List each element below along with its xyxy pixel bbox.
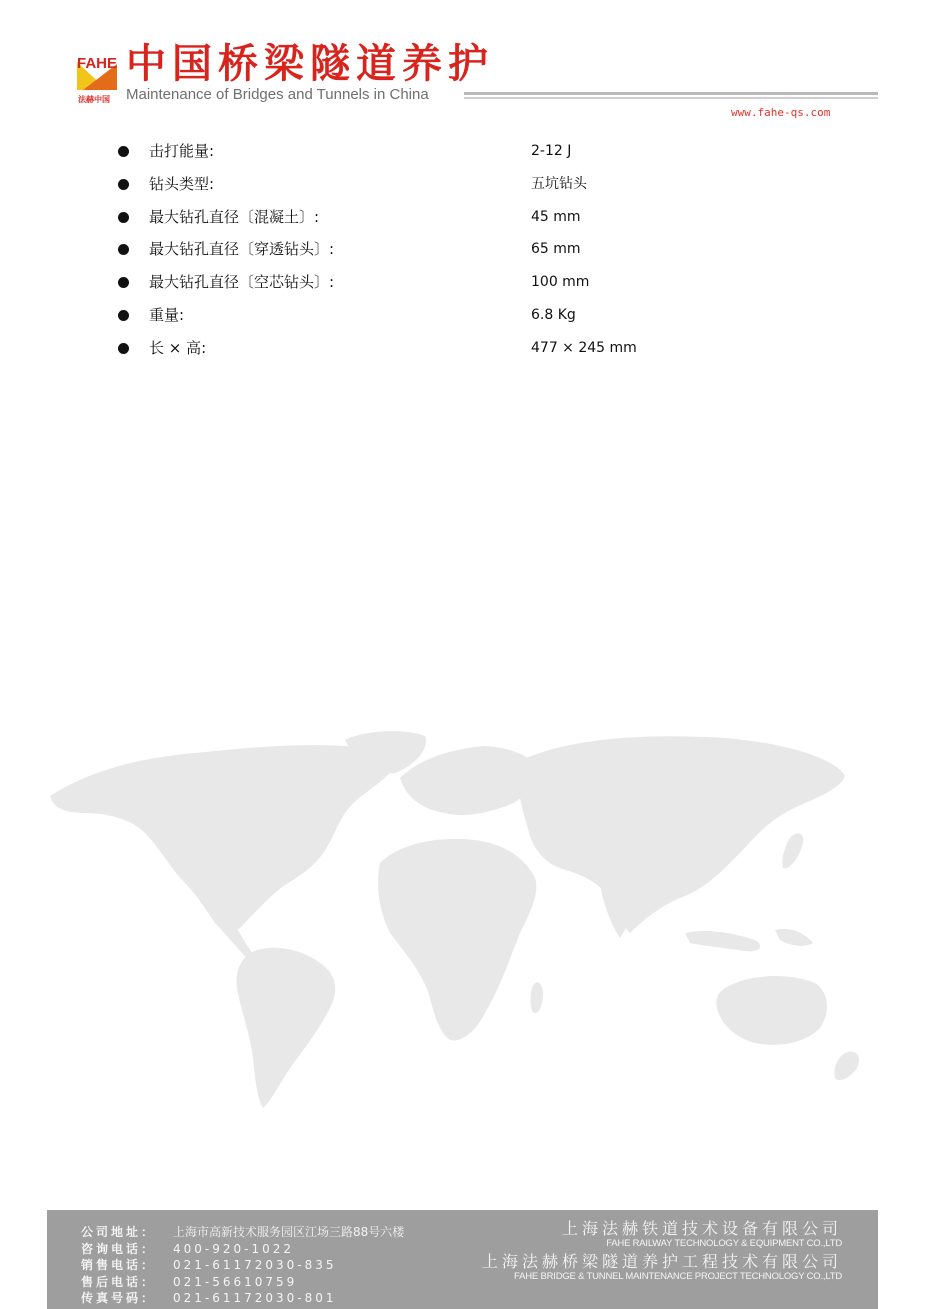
page-title-en: Maintenance of Bridges and Tunnels in China (126, 86, 429, 103)
header-rule (464, 92, 878, 95)
contact-key: 咨询电话： (81, 1241, 157, 1256)
footer-bar (47, 1210, 878, 1309)
spec-row (114, 204, 814, 237)
contact-line (81, 1257, 404, 1274)
company2-name-zh: 上海法赫桥梁隧道养护工程技术有限公司 (481, 1252, 842, 1271)
bullet-icon (118, 146, 129, 157)
spec-row (114, 269, 814, 302)
bullet-icon (118, 212, 129, 223)
contact-value: 上海市高新技术服务园区江场三路88号六楼 (173, 1225, 405, 1239)
contact-line (81, 1224, 404, 1241)
contact-line (81, 1274, 404, 1291)
spec-list (114, 138, 814, 368)
contact-value: 021-61172030-801 (173, 1291, 337, 1305)
website-link[interactable]: www.fahe-qs.com (731, 106, 831, 119)
spec-value: 100 mm (531, 274, 590, 291)
logo-text: FAHE (77, 55, 118, 72)
spec-row (114, 236, 814, 269)
spec-label: 击打能量: (149, 142, 215, 160)
bullet-icon (118, 310, 129, 321)
logo-caption: 法赫中国 (78, 95, 110, 104)
contact-info (81, 1224, 404, 1307)
contact-key: 售后电话： (81, 1274, 157, 1289)
spec-label: 重量: (149, 305, 185, 324)
company-block (482, 1220, 842, 1286)
page-title-zh: 中国桥梁隧道养护 (126, 41, 494, 87)
spec-label: 长 × 高: (149, 338, 207, 357)
spec-label: 最大钻孔直径〔空芯钻头〕: (149, 273, 335, 292)
bullet-icon (118, 277, 129, 288)
spec-row (114, 138, 814, 171)
spec-value: 2-12 J (531, 143, 572, 159)
contact-value: 021-61172030-835 (173, 1258, 337, 1272)
spec-value: 五坑钻头 (531, 175, 587, 192)
contact-key: 公司地址： (81, 1225, 157, 1239)
spec-label: 钻头类型: (149, 174, 215, 193)
spec-row (114, 171, 814, 204)
contact-value: 021-56610759 (173, 1274, 298, 1289)
contact-key: 销售电话： (81, 1258, 157, 1272)
contact-line (81, 1290, 404, 1307)
spec-value: 477 × 245 mm (531, 339, 637, 356)
spec-row (114, 302, 814, 335)
spec-label: 最大钻孔直径〔穿透钻头〕: (149, 240, 335, 259)
contact-value: 400-920-1022 (173, 1241, 295, 1256)
contact-line (81, 1241, 404, 1258)
header-rule-thin (464, 97, 878, 99)
spec-value: 65 mm (531, 241, 581, 258)
bullet-icon (118, 343, 129, 354)
spec-value: 6.8 Kg (531, 306, 576, 323)
spec-row (114, 335, 814, 368)
company2-name-en: FAHE BRIDGE & TUNNEL MAINTENANCE PROJECT TECHNOLOGY CO.,LTD (514, 1271, 842, 1282)
company1-name-zh: 上海法赫铁道技术设备有限公司 (561, 1219, 842, 1238)
bullet-icon (118, 179, 129, 190)
contact-key: 传真号码： (81, 1291, 157, 1305)
fahe-logo (77, 42, 119, 106)
spec-label: 最大钻孔直径〔混凝土〕: (149, 207, 320, 226)
world-map-watermark (45, 718, 880, 1118)
spec-value: 45 mm (531, 208, 581, 225)
bullet-icon (118, 244, 129, 255)
company1-name-en: FAHE RAILWAY TECHNOLOGY & EQUIPMENT CO.,LTD (606, 1238, 842, 1249)
